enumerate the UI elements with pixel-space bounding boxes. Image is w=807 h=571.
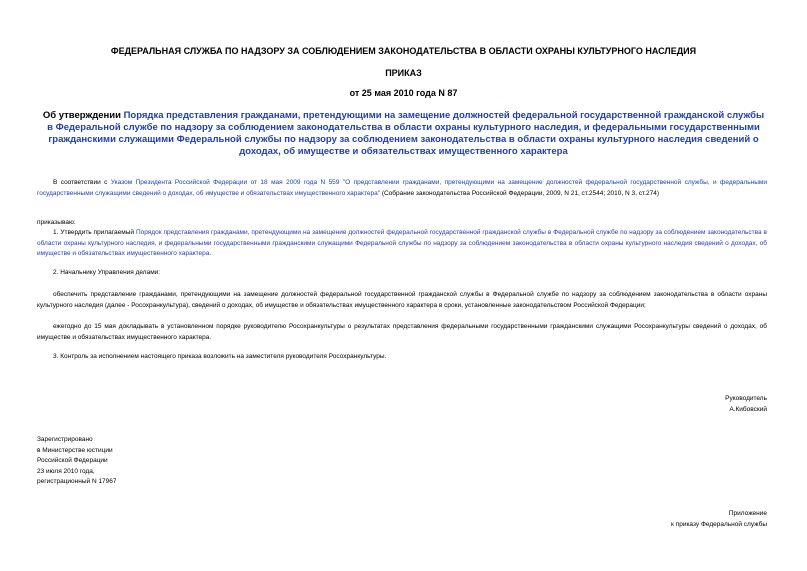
item-3-paragraph: 3. Контроль за исполнением настоящего приказа возложить на заместителя руководителя Росохранкультуры. [53,353,387,360]
preamble-suffix: (Собрание законодательства Российской Федерации, 2009, N 21, ст.2544; 2010, N 3, ст.274) [380,189,660,197]
order-word: приказываю: [37,219,76,226]
approval-link[interactable]: Порядка представления гражданами, претендующими на замещение должностей федеральной государственной гражданской службы в Федеральной службе по надзору за соблюдением законодательства в области охраны культурного наследия, и федеральными государственными гражданскими служащими Федеральной службы по надзору за соблюдением законодательства в области охраны культурного наследия сведений о доходах, об имуществе и обязательствах имущественного характера [47,110,765,157]
signature-block [725,393,767,415]
appendix-line-2: к приказу Федеральной службы [671,521,767,528]
appendix-line-1: Приложение [728,510,767,517]
preamble-paragraph [37,178,767,199]
registration-line-1: Зарегистрировано [37,436,93,443]
doc-type: ПРИКАЗ [385,68,422,78]
preamble-prefix: В соответствии с [53,179,111,186]
procedure-link[interactable]: Порядок представления гражданами, претендующими на замещение должностей федеральной государственной гражданской службы в Федеральной службе по надзору за соблюдением законодательства в области охраны культурного наследия, и федеральными государственными гражданскими служащими Федеральной службы по надзору за соблюдением законодательства в области охраны культурного наследия сведений о доходах, об имуществе и обязательствах имущественного характера [37,229,767,257]
item-2a-paragraph: обеспечить представление гражданами, претендующими на замещение должностей федеральной государственной гражданской службы в Федеральной службе по надзору за соблюдением законодательства в области охраны культурного наследия (далее - Росохранкультура), сведений о доходах, об имуществе и обязательствах имущественного характера в сроки, установленные законодательством Российской Федерации; [37,291,767,309]
registration-line-4: 23 июля 2010 года, [37,467,95,475]
item-1-paragraph [37,228,767,260]
appendix-block [671,508,767,530]
decree-link[interactable]: Указом Президента Российской Федерации от 18 мая 2009 года N 559 "О представлении гражданами, претендующими на замещение должностей федеральной государственной службы, и федеральными государственными служащими сведений о доходах, об имуществе и обязательствах имущественного характера" [37,179,767,197]
signature-title: Руководитель [725,395,767,402]
item-2-paragraph: 2. Начальнику Управления делами: [53,269,161,276]
item-1-prefix: 1. Утвердить прилагаемый [53,229,136,236]
registration-block [37,435,117,488]
approval-heading [40,110,767,158]
signature-name: А.Кибовский [729,406,767,413]
agency-title: ФЕДЕРАЛЬНАЯ СЛУЖБА ПО НАДЗОРУ ЗА СОБЛЮДЕНИЕМ ЗАКОНОДАТЕЛЬСТВА В ОБЛАСТИ ОХРАНЫ КУЛЬТУРНОГО НАСЛЕДИЯ [110,46,697,56]
doc-date-number: от 25 мая 2010 года N 87 [349,88,458,98]
item-2b-paragraph: ежегодно до 15 мая докладывать в установленном порядке руководителю Росохранкультуры о результатах представления федеральными государственными гражданскими служащими Росохранкультуры сведений о доходах, об имуществе и обязательствах имущественного характера. [37,323,767,341]
approval-prefix: Об утверждении [42,110,124,121]
registration-line-3: Российской Федерации [37,457,108,464]
item-1-suffix: . [209,250,212,257]
registration-line-2: в Министерстве юстиции [37,446,113,454]
registration-line-5: регистрационный N 17967 [37,478,117,485]
